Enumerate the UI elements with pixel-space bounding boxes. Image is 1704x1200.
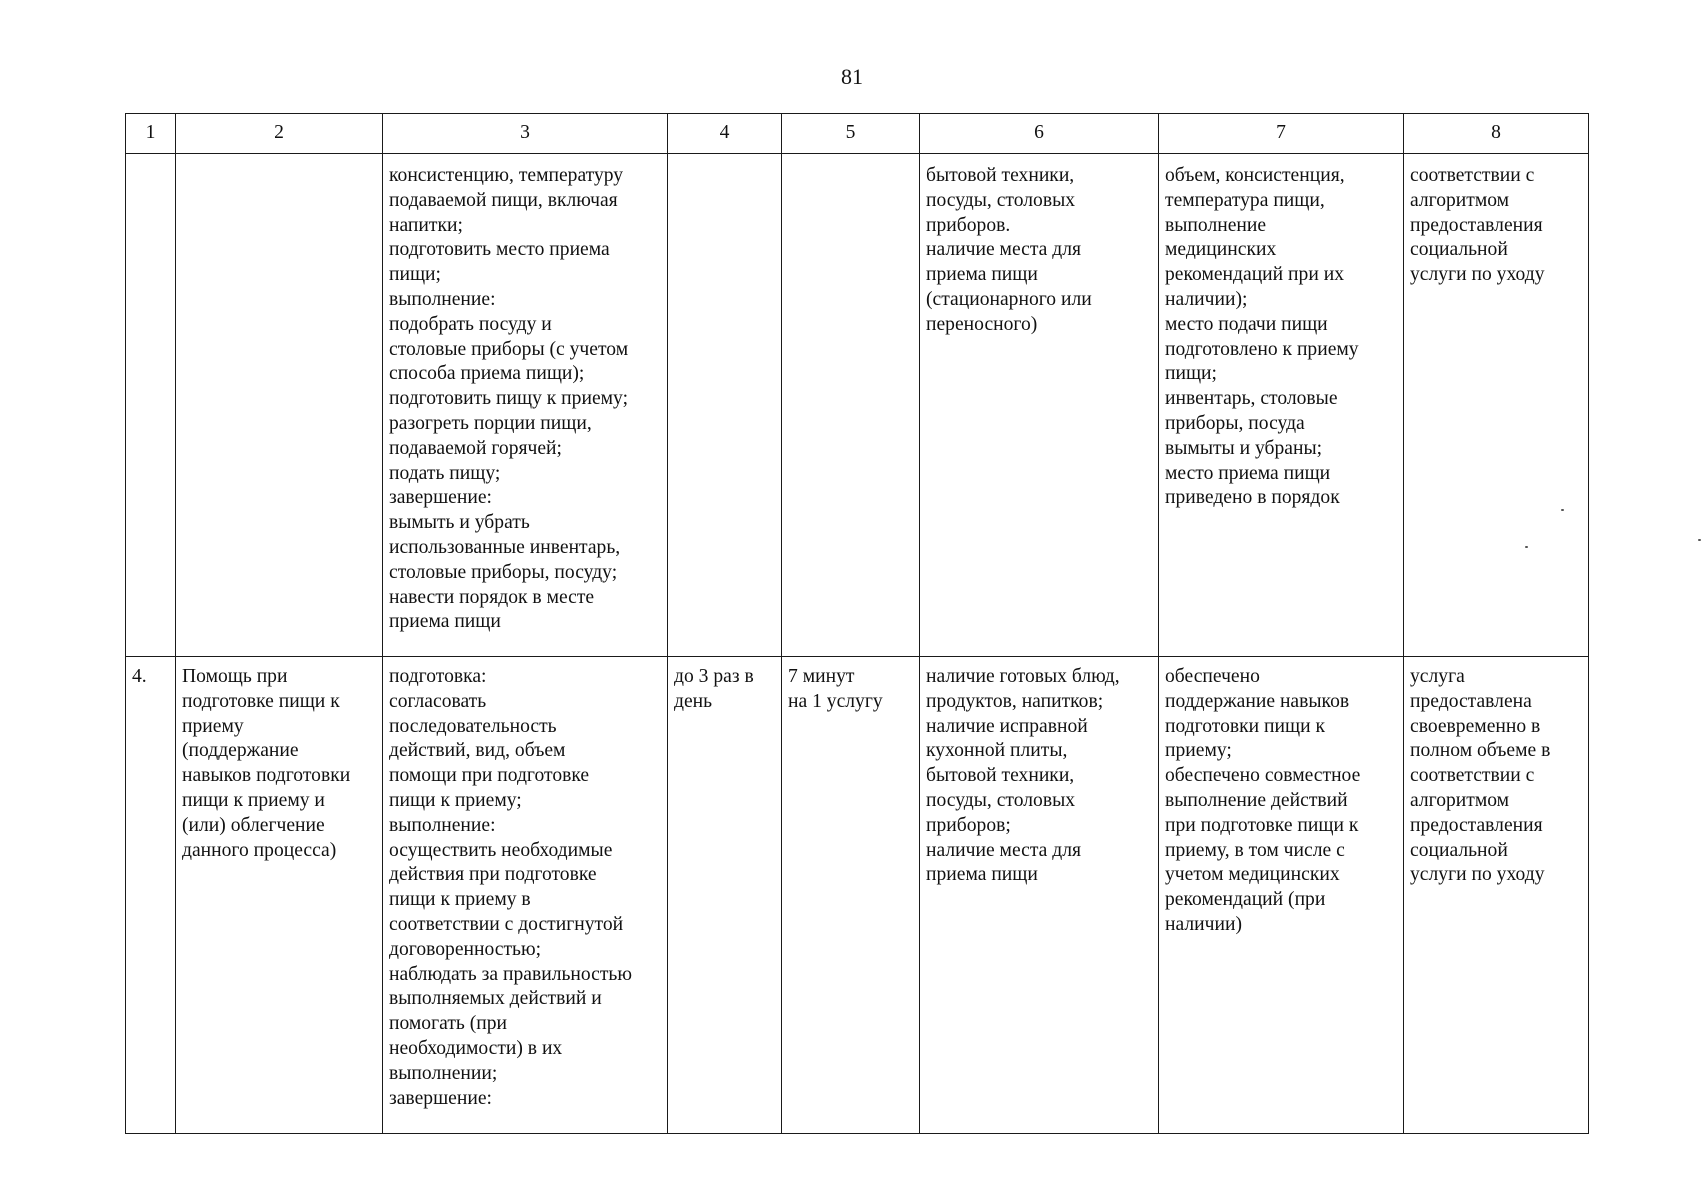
- row-number-cell: [126, 154, 176, 657]
- duration-cell: [782, 154, 920, 657]
- page-number: 81: [841, 64, 863, 89]
- header-row: [126, 114, 1589, 154]
- conditions-cell: наличие готовых блюд, продуктов, напитков; наличие исправной кухонной плиты, бытовой техники, посуды, столовых приборов; наличие места для приема пищи: [920, 657, 1159, 1134]
- row-number-cell: 4.: [126, 657, 176, 1134]
- scan-speck: [1698, 539, 1701, 541]
- frequency-cell: [668, 154, 782, 657]
- service-description-cell: консистенцию, температуру подаваемой пищи, включая напитки; подготовить место приема пищи; выполнение: подобрать посуду и столовые приборы (с учетом способа приема пищи); подготовить пищу к приему; разогреть порции пищи, подаваемой горячей; подать пищу; завершение: вымыть и убрать использованные инвентарь, столовые приборы, посуду; навести порядок в месте приема пищи: [383, 154, 668, 657]
- table-row: [126, 657, 1589, 1134]
- service-name-cell: [176, 154, 383, 657]
- service-description-cell: подготовка: согласовать последовательность действий, вид, объем помощи при подготовке пищи к приему; выполнение: осуществить необходимые действия при подготовке пищи к приему в соответствии с достигнутой договоренностью; наблюдать за правильностью выполняемых действий и помогать (при необходимости) в их выполнении; завершение:: [383, 657, 668, 1134]
- column-header-6: 6: [920, 114, 1159, 154]
- column-header-8: 8: [1404, 114, 1589, 154]
- column-header-2: 2: [176, 114, 383, 154]
- column-header-7: 7: [1159, 114, 1404, 154]
- frequency-cell: до 3 раз в день: [668, 657, 782, 1134]
- column-header-4: 4: [668, 114, 782, 154]
- column-header-5: 5: [782, 114, 920, 154]
- quality-indicators-cell: обеспечено поддержание навыков подготовки пищи к приему; обеспечено совместное выполнение действий при подготовке пищи к приему, в том числе с учетом медицинских рекомендаций (при наличии): [1159, 657, 1404, 1134]
- quality-indicators-cell: объем, консистенция, температура пищи, выполнение медицинских рекомендаций при их наличии); место подачи пищи подготовлено к приему пищи; инвентарь, столовые приборы, посуда вымыты и убраны; место приема пищи приведено в порядок: [1159, 154, 1404, 657]
- table-row: [126, 154, 1589, 657]
- column-header-3: 3: [383, 114, 668, 154]
- duration-cell: 7 минут на 1 услугу: [782, 657, 920, 1134]
- conditions-cell: бытовой техники, посуды, столовых приборов. наличие места для приема пищи (стационарного или переносного): [920, 154, 1159, 657]
- services-table: [125, 113, 1589, 1134]
- service-name-cell: Помощь при подготовке пищи к приему (поддержание навыков подготовки пищи к приему и (или) облегчение данного процесса): [176, 657, 383, 1134]
- scan-speck: [1525, 546, 1528, 548]
- column-header-1: 1: [126, 114, 176, 154]
- evaluation-cell: соответствии с алгоритмом предоставления социальной услуги по уходу: [1404, 154, 1589, 657]
- scan-speck: [1561, 509, 1564, 511]
- evaluation-cell: услуга предоставлена своевременно в полном объеме в соответствии с алгоритмом предоставления социальной услуги по уходу: [1404, 657, 1589, 1134]
